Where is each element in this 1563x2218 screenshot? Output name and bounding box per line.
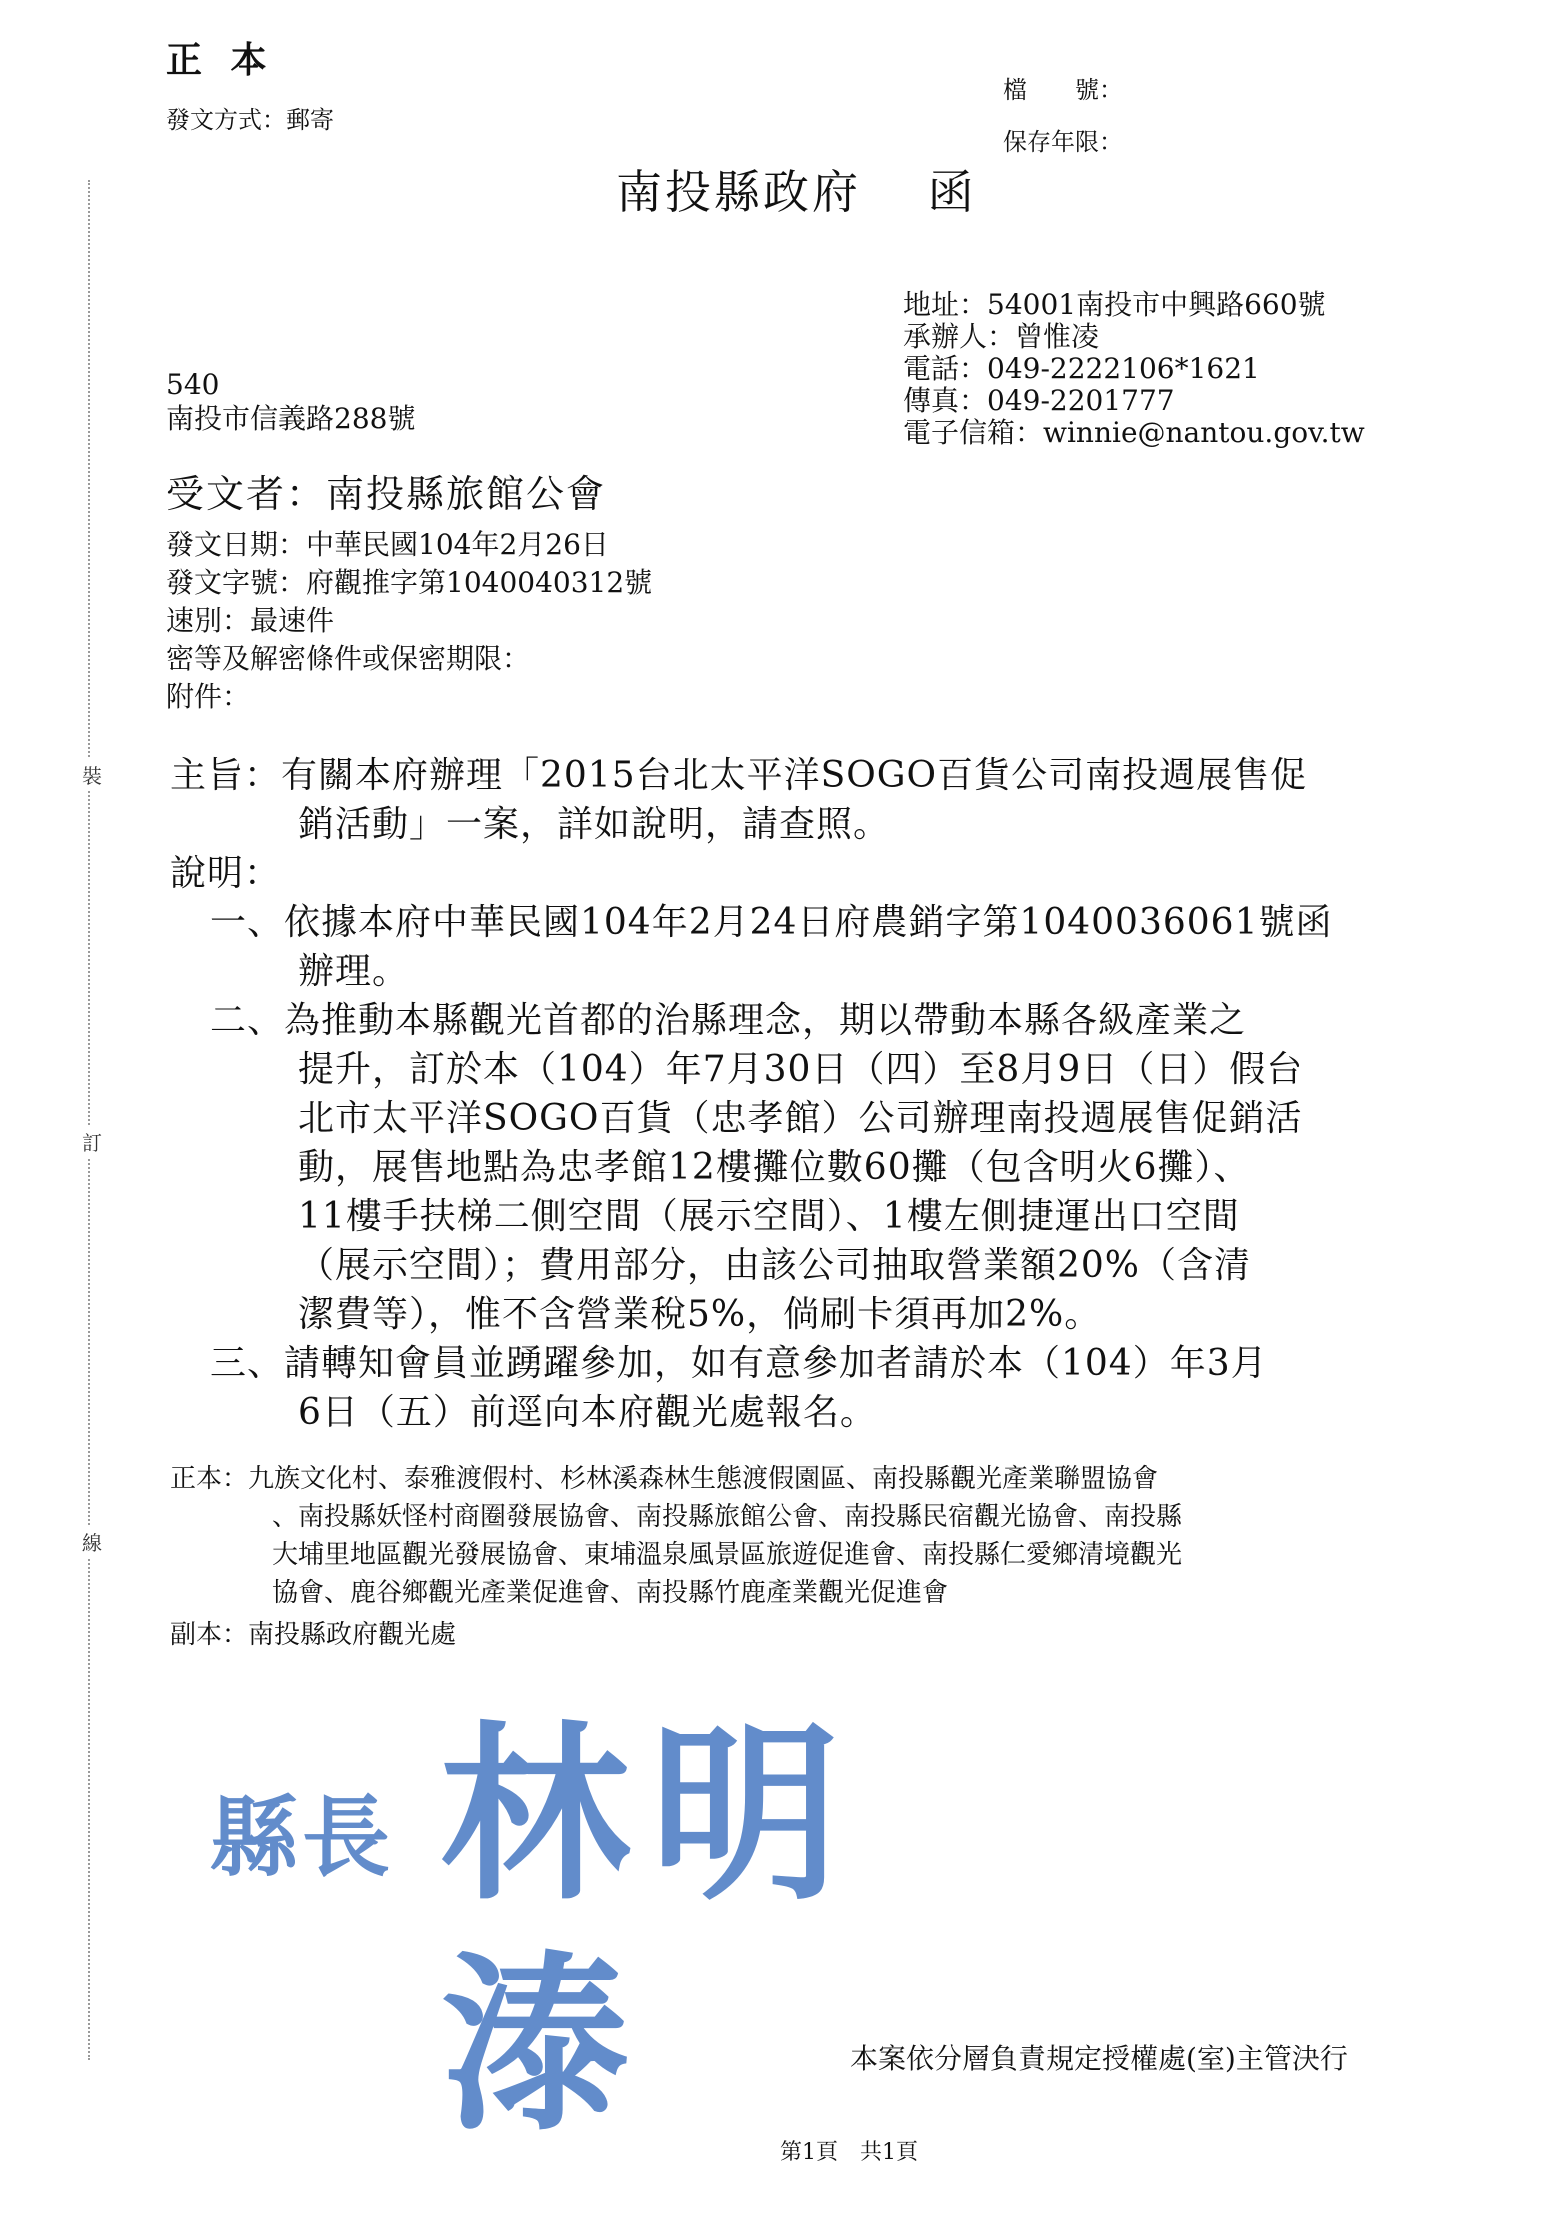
binding-line <box>88 180 90 2060</box>
sender-phone: 電話：049-2222106*1621 <box>903 352 1260 385</box>
item-2-line-1: 二、為推動本縣觀光首都的治縣理念，期以帶動本縣各級產業之 <box>210 1000 1247 1041</box>
original-recipients-line-1: 正本：九族文化村、泰雅渡假村、杉林溪森林生態渡假園區、南投縣觀光產業聯盟協會 <box>170 1464 1159 1494</box>
secrecy: 密等及解密條件或保密期限： <box>166 642 531 675</box>
sender-fax: 傳真：049-2201777 <box>903 384 1175 417</box>
authorization-note: 本案依分層負責規定授權處(室)主管決行 <box>850 2042 1348 2075</box>
sender-address: 地址：54001南投市中興路660號 <box>903 288 1326 321</box>
original-recipients-line-3: 大埔里地區觀光發展協會、東埔溫泉風景區旅遊促進會、南投縣仁愛鄉清境觀光 <box>272 1540 1183 1570</box>
seal-name: 林明溙 <box>440 1703 861 2156</box>
page-number: 第1頁 共1頁 <box>780 2140 918 2165</box>
binding-mark-ding: 訂 <box>82 1125 102 1158</box>
doc-number: 發文字號：府觀推字第1040040312號 <box>166 566 653 599</box>
recipient-street: 南投市信義路288號 <box>166 402 416 435</box>
item-2-line-2: 提升，訂於本（104）年7月30日（四）至8月9日（日）假台 <box>298 1049 1304 1090</box>
seal-title: 縣長 <box>210 1785 395 1889</box>
subject-line-2: 銷活動」一案，詳如說明，請查照。 <box>298 804 891 845</box>
binding-mark-zhuang: 裝 <box>82 758 102 791</box>
item-1-line-1: 一、依據本府中華民國104年2月24日府農銷字第1040036061號函 <box>210 902 1333 943</box>
subject-line-1: 主旨：有關本府辦理「2015台北太平洋SOGO百貨公司南投週展售促 <box>170 755 1308 796</box>
item-3-line-1: 三、請轉知會員並踴躍參加，如有意參加者請於本（104）年3月 <box>210 1343 1268 1384</box>
recipient: 受文者：南投縣旅館公會 <box>166 472 607 516</box>
item-2-line-4: 動，展售地點為忠孝館12樓攤位數60攤（包含明火6攤）、 <box>298 1147 1251 1188</box>
page-title: 南投縣政府 函 <box>616 165 977 219</box>
send-method: 發文方式：郵寄 <box>166 106 334 134</box>
item-2-line-5: 11樓手扶梯二側空間（展示空間）、1樓左側捷運出口空間 <box>298 1196 1240 1237</box>
recipient-postal-code: 540 <box>166 368 220 401</box>
item-1-line-2: 辦理。 <box>298 951 410 992</box>
original-recipients-line-4: 協會、鹿谷鄉觀光產業促進會、南投縣竹鹿產業觀光促進會 <box>272 1578 949 1608</box>
retention-label: 保存年限： <box>1003 128 1123 156</box>
item-2-line-3: 北市太平洋SOGO百貨（忠孝館）公司辦理南投週展售促銷活 <box>298 1098 1303 1139</box>
copy-type: 正 本 <box>166 39 275 81</box>
item-2-line-7: 潔費等），惟不含營業稅5%，倘刷卡須再加2%。 <box>298 1294 1102 1335</box>
original-recipients-line-2: 、南投縣妖怪村商圈發展協會、南投縣旅館公會、南投縣民宿觀光協會、南投縣 <box>272 1502 1183 1532</box>
explanation-label: 說明： <box>170 853 282 894</box>
file-number-label: 檔 號： <box>1003 76 1123 104</box>
item-2-line-6: （展示空間）；費用部分，由該公司抽取營業額20%（含清 <box>298 1245 1252 1286</box>
sender-email: 電子信箱：winnie@nantou.gov.tw <box>903 416 1365 449</box>
issue-date: 發文日期：中華民國104年2月26日 <box>166 528 609 561</box>
attachment: 附件： <box>166 680 251 713</box>
speed: 速別：最速件 <box>166 604 335 637</box>
binding-mark-xian: 線 <box>82 1525 102 1558</box>
sender-handler: 承辦人：曾惟凌 <box>903 320 1100 353</box>
item-3-line-2: 6日（五）前逕向本府觀光處報名。 <box>298 1392 877 1433</box>
duplicate-recipient: 副本：南投縣政府觀光處 <box>170 1620 457 1650</box>
